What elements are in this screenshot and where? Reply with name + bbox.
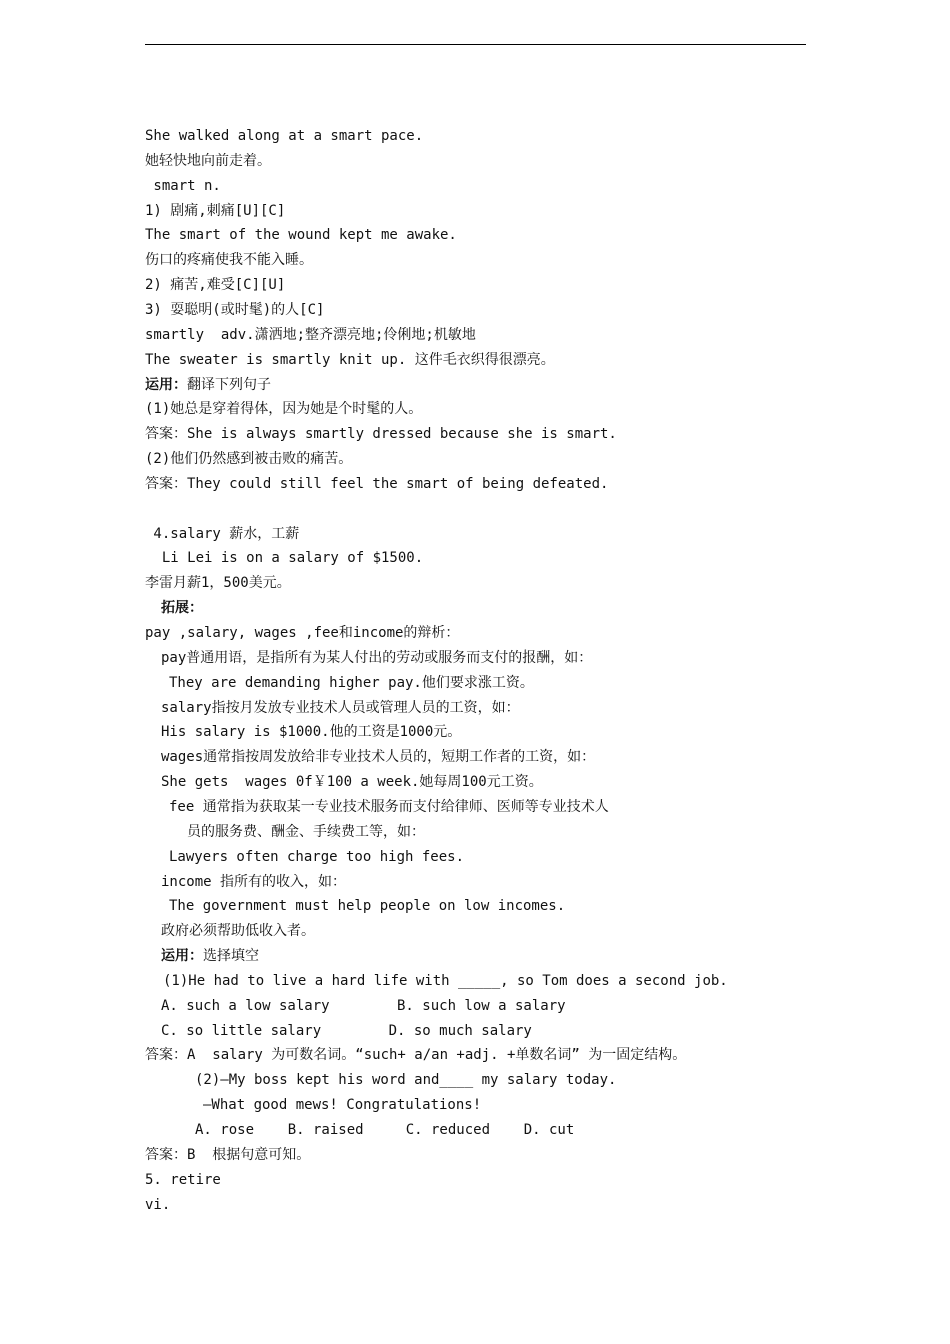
- line-text: wages通常指按周发放给非专业技术人员的，短期工作者的工资，如：: [161, 749, 596, 766]
- line-text: fee 通常指为获取某一专业技术服务而支付给律师、医师等专业技术人: [169, 798, 609, 815]
- line-text: 2) 痛苦,难受[C][U]: [145, 277, 286, 294]
- line-text: smart n.: [145, 177, 221, 194]
- text-line: [145, 300, 324, 320]
- text-line: [161, 698, 520, 718]
- text-line: [145, 1170, 221, 1190]
- text-line: [163, 971, 728, 991]
- section-label: 运用：: [161, 948, 203, 965]
- line-text: 选择填空: [203, 948, 259, 965]
- text-line: [169, 847, 464, 867]
- line-text: vi.: [145, 1196, 171, 1213]
- line-text: 答案：She is always smartly dressed because she is smart.: [145, 426, 617, 443]
- line-text: The smart of the wound kept me awake.: [145, 227, 457, 244]
- text-line: [161, 946, 259, 966]
- line-text: income 指所有的收入，如：: [161, 873, 347, 890]
- text-line: [145, 201, 285, 221]
- line-text: 1) 剧痛,刺痛[U][C]: [145, 202, 286, 219]
- line-text: pay ,salary, wages ,fee和income的辩析：: [145, 625, 460, 641]
- line-text: The sweater is smartly knit up. 这件毛衣织得很漂亮。: [145, 351, 555, 368]
- text-line: [145, 375, 271, 395]
- line-text: A. rose B. raised C. reduced D. cut: [195, 1122, 575, 1138]
- line-text: They are demanding higher pay.他们要求涨工资。: [169, 674, 534, 691]
- text-line: [145, 524, 299, 544]
- text-line: [169, 673, 534, 693]
- line-text: Li Lei is on a salary of $1500.: [145, 550, 424, 567]
- line-text: 4.salary 薪水，工薪: [145, 525, 300, 542]
- text-line: [145, 1195, 170, 1215]
- text-line: [145, 424, 617, 444]
- line-text: 翻译下列句子: [187, 376, 271, 393]
- section-label: 运用：: [145, 376, 187, 393]
- text-line: [145, 449, 352, 469]
- text-line: [145, 399, 422, 419]
- text-line: [161, 648, 592, 668]
- text-line: [161, 722, 461, 742]
- text-line: [161, 996, 566, 1016]
- line-text: (2)他们仍然感到被击败的痛苦。: [145, 451, 353, 468]
- line-text: (1)她总是穿着得体，因为她是个时髦的人。: [145, 401, 423, 418]
- text-line: [145, 474, 608, 494]
- line-text: A. such a low salary B. such low a salary: [161, 997, 566, 1014]
- text-line: [161, 598, 203, 618]
- line-text: 她轻快地向前走着。: [145, 152, 271, 169]
- line-text: 政府必须帮助低收入者。: [161, 923, 315, 940]
- line-text: His salary is $1000.他的工资是1000元。: [161, 724, 462, 741]
- line-text: 答案：A salary 为可数名词。“such+ a/an +adj. +单数名词” 为一固定结构。: [145, 1047, 687, 1064]
- text-line: [145, 623, 459, 643]
- section-label: 拓展：: [161, 600, 203, 617]
- text-line: [203, 1095, 481, 1115]
- line-text: pay普通用语，是指所有为某人付出的劳动或服务而支付的报酬，如：: [161, 649, 593, 666]
- line-text: (2)—My boss kept his word and____ my salary today.: [195, 1072, 617, 1089]
- text-line: [145, 548, 423, 568]
- text-line: [145, 325, 476, 345]
- text-line: [161, 772, 543, 792]
- line-text: 答案：B 根据句意可知。: [145, 1146, 311, 1163]
- text-line: [161, 1021, 532, 1041]
- line-text: smartly adv.潇洒地;整齐漂亮地;伶俐地;机敏地: [145, 326, 476, 343]
- text-line: [187, 822, 425, 842]
- line-text: 员的服务费、酬金、手续费工等，如：: [187, 823, 425, 840]
- line-text: Lawyers often charge too high fees.: [169, 848, 465, 865]
- text-line: [145, 151, 271, 171]
- text-line: [195, 1070, 616, 1090]
- line-text: 李雷月薪1，500美元。: [145, 575, 291, 592]
- text-line: [145, 1045, 686, 1065]
- text-line: [169, 797, 609, 817]
- text-line: [145, 573, 291, 593]
- line-text: 3) 耍聪明(或时髦)的人[C]: [145, 301, 325, 318]
- line-text: She walked along at a smart pace.: [145, 128, 424, 144]
- text-line: [161, 747, 595, 767]
- line-text: C. so little salary D. so much salary: [161, 1022, 532, 1039]
- line-text: —What good mews! Congratulations!: [203, 1097, 482, 1114]
- text-line: [145, 275, 285, 295]
- text-line: [145, 225, 457, 245]
- text-line: [145, 176, 221, 196]
- text-line: [195, 1120, 574, 1140]
- text-line: [145, 1145, 310, 1165]
- line-text: 答案：They could still feel the smart of being defeated.: [145, 475, 609, 492]
- line-text: salary指按月发放专业技术人员或管理人员的工资，如：: [161, 699, 520, 716]
- text-line: [169, 896, 565, 916]
- text-line: [161, 872, 346, 892]
- line-text: 5. retire: [145, 1171, 221, 1188]
- text-line: [161, 921, 315, 941]
- line-text: 伤口的疼痛使我不能入睡。: [145, 252, 313, 269]
- text-line: [145, 250, 313, 270]
- line-text: The government must help people on low incomes.: [169, 898, 566, 915]
- line-text: She gets wages 0f￥100 a week.她每周100元工资。: [161, 774, 543, 791]
- line-text: (1)He had to live a hard life with _____, so Tom does a second job.: [163, 972, 728, 989]
- text-line: [145, 350, 555, 370]
- header-rule: [145, 44, 806, 45]
- text-line: [145, 126, 423, 146]
